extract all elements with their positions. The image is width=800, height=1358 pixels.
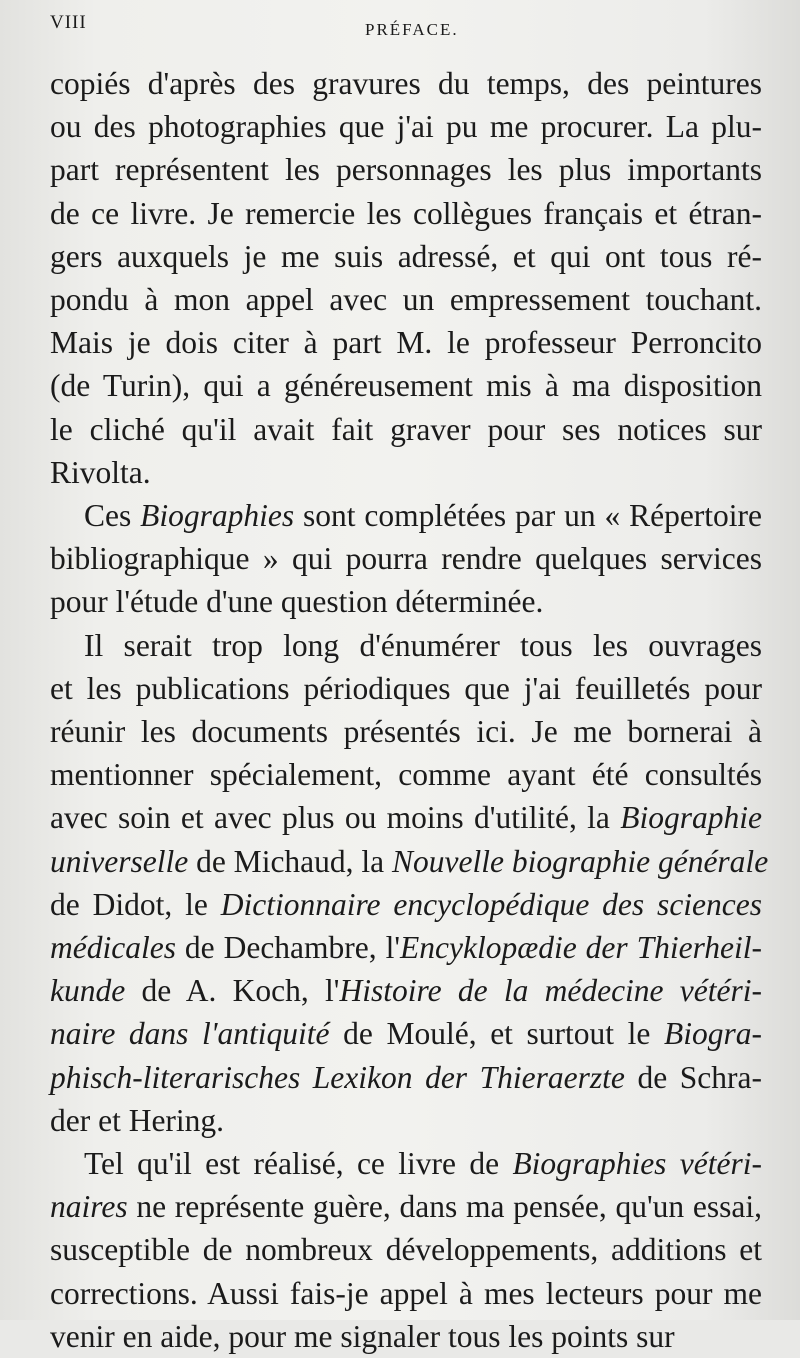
text-line [50,926,762,969]
text-line [50,1185,762,1228]
text-line [50,278,762,321]
text-line [50,796,762,839]
text-run: copiés d'après des gravures du temps, des peintures [50,66,762,101]
text-line [50,1099,762,1142]
text-line [50,1228,762,1271]
italic-run: Biographies vétéri- [512,1146,762,1182]
paragraph [50,624,769,1142]
text-line [50,580,762,623]
text-line [50,753,762,796]
text-run: der et Hering. [50,1102,225,1138]
text-run: Il serait trop long d'énumérer tous les ouvrages [84,627,762,663]
text-line [50,451,762,494]
text-run: Ces [84,498,141,534]
text-run: gers auxquels je me suis adressé, et qui ont tous ré- [50,238,762,274]
text-run: de Michaud, la [188,843,393,879]
paragraph [50,62,762,494]
italic-run: Histoire de la médecine vétéri- [339,973,762,1009]
text-line [50,537,762,580]
text-line [50,1142,762,1185]
text-run: pondu à mon appel avec un empressement touchant. [50,282,762,318]
text-line [50,321,762,364]
italic-run: Dictionnaire encyclopédique des sciences [220,886,762,922]
text-line [50,969,762,1012]
text-run: mentionner spécialement, comme ayant été consultés [50,757,762,793]
italic-run: naires [50,1189,128,1225]
italic-run: universelle [50,843,189,879]
text-run: sont complétées par un « Répertoire [294,498,763,534]
text-line [50,148,762,191]
text-line [50,235,762,278]
paragraph [50,494,762,624]
text-run: le cliché qu'il avait fait graver pour ses notices sur [50,411,762,447]
text-run: réunir les documents présentés ici. Je me bornerai à [50,714,762,750]
text-run: (de Turin), qui a généreusement mis à ma disposition [50,368,762,404]
text-run: de Schra- [624,1059,762,1095]
italic-run: kunde [50,973,126,1009]
text-run: de Moulé, et surtout le [329,1016,664,1052]
italic-run: médicales [50,930,176,966]
text-line [50,1056,762,1099]
text-line [50,408,762,451]
text-run: de A. Koch, l' [125,973,340,1009]
text-run: ou des photographies que j'ai pu me procurer. La plu- [50,109,762,145]
text-line [50,62,762,105]
text-line [50,667,762,710]
italic-run: Nouvelle biographie générale [392,843,769,879]
text-run: de Dechambre, l' [175,930,401,966]
italic-run: Biographies [140,498,295,534]
text-run: pour l'étude d'une question déterminée. [50,584,544,620]
text-run: Tel qu'il est réalisé, ce livre de [84,1146,513,1182]
running-head: PRÉFACE. [365,20,459,39]
text-line [50,1315,762,1358]
paragraph [50,1142,762,1358]
text-line [50,710,762,753]
text-run: de ce livre. Je remercie les collègues français et étran- [50,195,762,231]
text-run: de Didot, le [50,886,221,922]
italic-run: naire dans l'antiquité [50,1016,330,1052]
text-run: corrections. Aussi fais-je appel à mes lecteurs pour me [50,1275,762,1311]
text-line [50,883,762,926]
text-run: avec soin et avec plus ou moins d'utilité, la [50,800,621,836]
text-line [50,105,762,148]
text-run: et les publications périodiques que j'ai feuilletés pour [50,670,762,706]
text-run: venir en aide, pour me signaler tous les points sur [50,1318,675,1354]
text-line [50,1012,762,1055]
text-line [50,840,769,883]
body-text [50,62,769,1358]
text-run: part représentent les personnages les plus importants [50,152,762,188]
page-number: VIII [50,12,87,33]
italic-run: phisch-literarisches Lexikon der Thieraerzte [50,1059,625,1095]
text-line [50,1272,762,1315]
text-line [50,364,762,407]
text-run: bibliographique » qui pourra rendre quelques services [50,541,762,577]
text-line [50,494,762,537]
text-line [50,624,762,667]
text-run: ne représente guère, dans ma pensée, qu'un essai, [127,1189,762,1225]
italic-run: Biographie [620,800,762,836]
italic-run: Biogra- [664,1016,762,1052]
text-run: Mais je dois citer à part M. le professeur Perroncito [50,325,762,361]
text-line [50,192,762,235]
text-run: Rivolta. [50,454,151,490]
italic-run: Encyklopædie der Thierheil- [400,930,762,966]
text-run: susceptible de nombreux développements, additions et [50,1232,762,1268]
